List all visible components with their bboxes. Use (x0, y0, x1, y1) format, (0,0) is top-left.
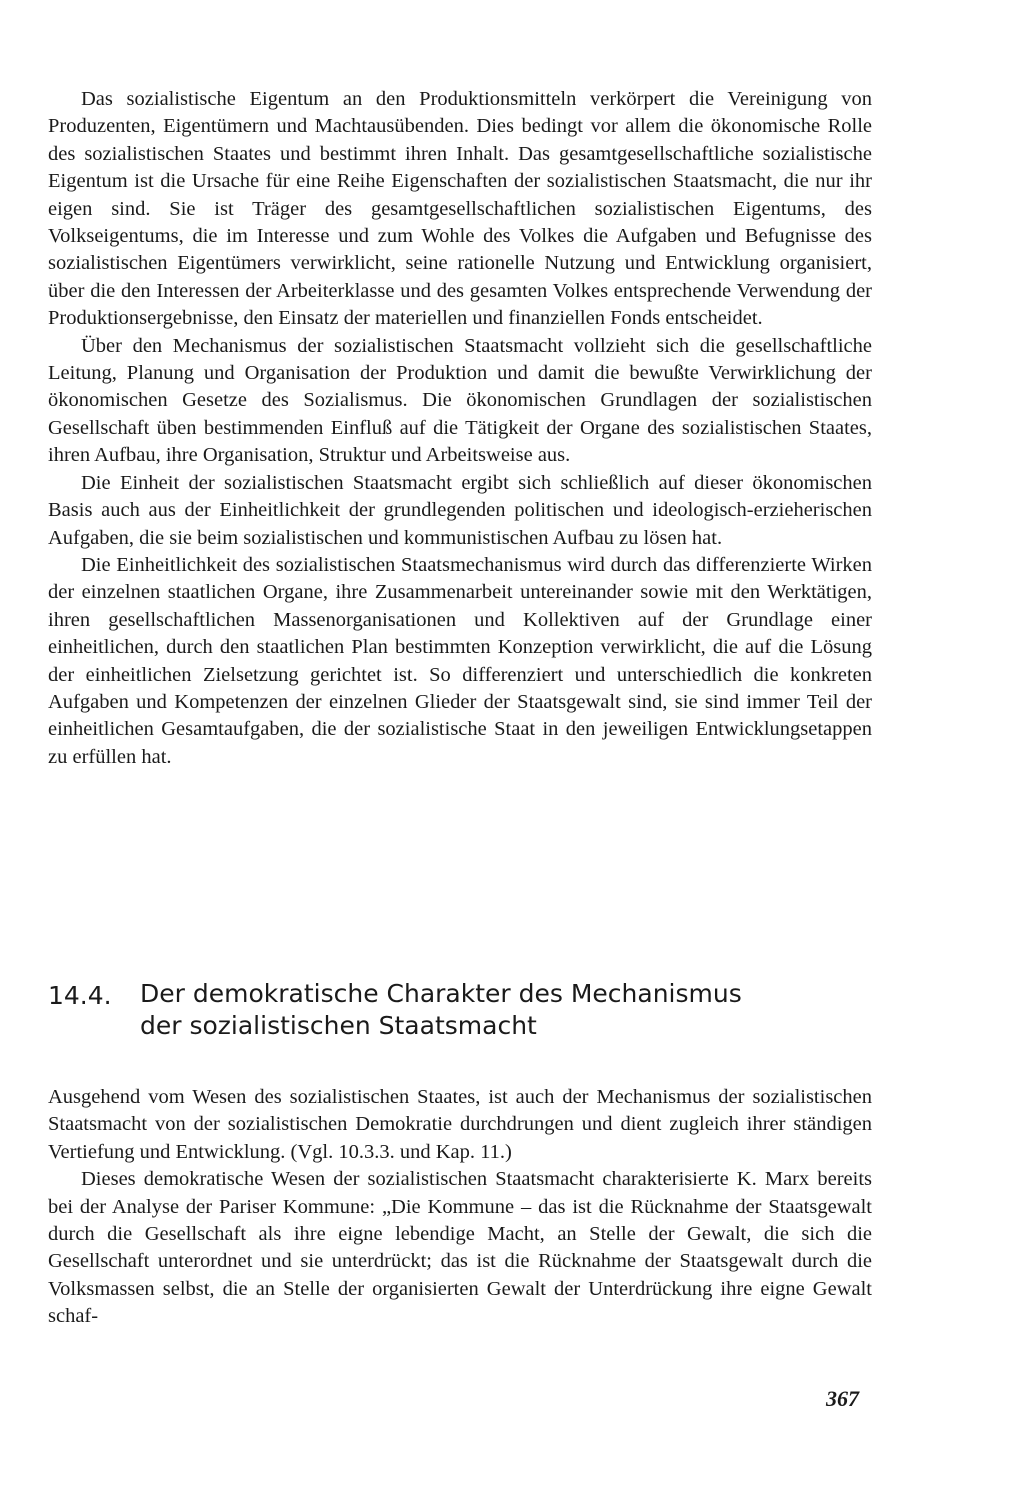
section-title (140, 978, 840, 1042)
paragraph-2: Über den Mechanismus der sozialistischen Staatsmacht vollzieht sich die gesellschaftliche Leitung, Planung und Organisation der Produktion und damit die bewußte Verwirklichung der ökonomischen Gesetze des Sozialismus. Die ökonomischen Grundlagen der sozialistischen Gesellschaft üben bestimmenden Einfluß auf die Tätigkeit der Organe des sozialistischen Staates, ihren Aufbau, ihre Organisation, Struktur und Arbeitsweise aus. (48, 334, 872, 467)
page-number: 367 (826, 1386, 859, 1411)
paragraph-4: Die Einheitlichkeit des sozialistischen Staatsmechanismus wird durch das differenzierte Wirken der einzelnen staatlichen Organe, ihre Zusammenarbeit untereinander sowie mit den Werktätigen, ihren gesellschaftlichen Massenorganisationen und Kollektiven auf der Grundlage einer einheitlichen, durch den staatlichen Plan bestimmten Konzeption verwirklicht, die auf die Lösung der einheitlichen Zielsetzung gerichtet ist. So differenziert und unterschiedlich die konkreten Aufgaben und Kompetenzen der einzelnen Glieder der Staatsgewalt sind, sie sind immer Teil der einheitlichen Gesamtaufgaben, die der sozialistische Staat in den jeweiligen Entwicklungsetappen zu erfüllen hat. (48, 553, 872, 768)
section-number: 14.4. (48, 981, 112, 1010)
paragraph-6: Dieses demokratische Wesen der sozialistischen Staatsmacht charakterisierte K. Marx bereits bei der Analyse der Pariser Kommune: „Die Kommune – das ist die Rücknahme der Staatsgewalt durch die Gesellschaft als ihre eigne lebendige Macht, an Stelle der Gewalt, die sich die Gesellschaft unterordnet und sie unterdrückt; das ist die Rücknahme der Staatsgewalt durch die Volksmassen selbst, die an Stelle der organisierten Gewalt der Unterdrückung ihre eigne Gewalt schaf- (48, 1168, 872, 1328)
section-title-line-2: der sozialistischen Staatsmacht (140, 1011, 537, 1040)
paragraph-1: Das sozialistische Eigentum an den Produktionsmitteln verkörpert die Vereinigung von Produzenten, Eigentümern und Machtausübenden. Dies bedingt vor allem die ökonomische Rolle des sozialistischen Staates und bestimmt ihren Inhalt. Das gesamtgesellschaftliche sozialistische Eigentum ist die Ursache für eine Reihe Eigenschaften der sozialistischen Staatsmacht, die nur ihr eigen sind. Sie ist Träger des gesamtgesellschaftlichen sozialistischen Eigentums, des Volkseigentums, die im Interesse und zum Wohle des Volkes die Aufgaben und Befugnisse des sozialistischen Eigentümers verwirklicht, seine rationelle Nutzung und Entwicklung organisiert, über die den Interessen der Arbeiterklasse und des gesamten Volkes entsprechende Verwendung der Produktionsergebnisse, den Einsatz der materiellen und finanziellen Fonds entscheidet. (48, 88, 872, 330)
body-text-bottom (48, 1084, 872, 1331)
section-title-line-1: Der demokratische Charakter des Mechanismus (140, 979, 742, 1008)
body-text-top (48, 86, 872, 771)
paragraph-3: Die Einheit der sozialistischen Staatsmacht ergibt sich schließlich auf dieser ökonomischen Basis auch aus der Einheitlichkeit der grundlegenden politischen und ideologisch-erzieherischen Aufgaben, die sie beim sozialistischen und kommunistischen Aufbau zu lösen hat. (48, 471, 872, 549)
paragraph-5: Ausgehend vom Wesen des sozialistischen Staates, ist auch der Mechanismus der sozialistischen Staatsmacht von der sozialistischen Demokratie durchdrungen und dient zugleich ihrer ständigen Vertiefung und Entwicklung. (Vgl. 10.3.3. und Kap. 11.) (48, 1086, 872, 1163)
